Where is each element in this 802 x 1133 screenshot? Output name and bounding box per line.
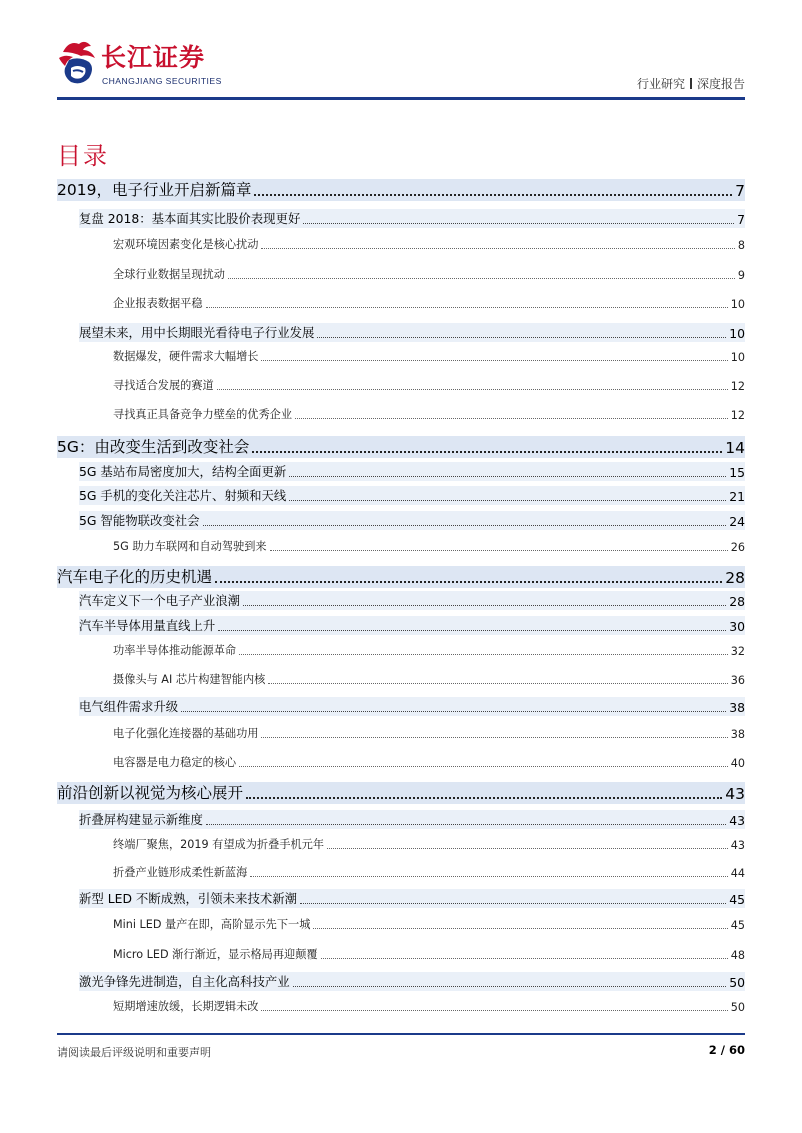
toc-entry-title: 摄像头与 AI 芯片构建智能内核 [113,673,266,686]
toc-entry-page: 45 [729,892,745,907]
toc-leader-dots [261,1009,727,1011]
toc-entry-title: 终端厂聚焦，2019 有望成为折叠手机元年 [113,838,325,851]
toc-leader-dots [203,524,727,526]
toc-entry-level-2[interactable] [79,463,745,480]
toc-entry-level-2[interactable] [79,487,745,504]
toc-entry-title: 数据爆发，硬件需求大幅增长 [113,350,259,363]
toc-entry-page: 24 [729,514,745,529]
toc-entry-page: 21 [729,489,745,504]
toc-leader-dots [327,847,728,849]
toc-entry-level-3[interactable] [113,406,745,422]
toc-entry-level-3[interactable] [113,266,745,282]
toc-entry-title: 汽车电子化的历史机遇 [57,568,213,586]
toc-leader-dots [243,604,726,606]
toc-entry-page: 10 [730,351,745,364]
toc-entry-title: 2019，电子行业开启新篇章 [57,181,252,199]
toc-leader-dots [300,902,726,904]
toc-entry-page: 15 [729,465,745,480]
toc-leader-dots [317,336,726,338]
footer-disclaimer: 请阅读最后评级说明和重要声明 [57,1046,211,1059]
toc-leader-dots [239,653,728,655]
toc-entry-page: 43 [730,839,745,852]
toc-entry-level-3[interactable] [113,836,745,852]
toc-entry-title: 5G 助力车联网和自动驾驶到来 [113,540,267,553]
toc-entry-page: 43 [729,813,745,828]
toc-entry-page: 50 [729,975,745,990]
toc-entry-level-2[interactable] [79,811,745,828]
toc-leader-dots [239,765,728,767]
brand-name-en: CHANGJIANG SECURITIES [102,76,222,86]
toc-entry-page: 32 [730,645,745,658]
toc-entry-title: 前沿创新以视觉为核心展开 [57,784,244,802]
toc-entry-title: 汽车定义下一个电子产业浪潮 [79,593,241,608]
toc-entry-page: 40 [730,757,745,770]
toc-entry-level-2[interactable] [79,698,745,715]
company-logo [55,38,255,94]
toc-leader-dots [206,306,728,308]
footer-divider [57,1033,745,1035]
page-title: 目录 [57,142,109,170]
toc-entry-page: 38 [730,728,745,741]
toc-entry-level-3[interactable] [113,295,745,311]
toc-entry-level-2[interactable] [79,512,745,529]
toc-leader-dots [313,927,727,929]
toc-entry-title: Micro LED 渐行渐近，显示格局再迎颠覆 [113,948,318,961]
toc-entry-level-2[interactable] [79,617,745,634]
toc-entry-level-3[interactable] [113,538,745,554]
toc-entry-title: 折叠产业链形成柔性新蓝海 [113,866,248,879]
page-total: 60 [728,1043,745,1057]
toc-entry-level-2[interactable] [79,973,745,990]
toc-leader-dots [289,475,726,477]
toc-entry-level-3[interactable] [113,377,745,393]
page-current: 2 [708,1043,717,1057]
toc-leader-dots [246,796,722,799]
toc-entry-page: 7 [737,212,745,227]
toc-leader-dots [215,580,722,583]
toc-entry-title: 汽车半导体用量直线上升 [79,618,216,633]
toc-entry-level-1[interactable] [57,437,745,457]
toc-leader-dots [252,450,722,453]
toc-entry-title: 电子化强化连接器的基础功用 [113,727,259,740]
toc-entry-page: 14 [725,439,745,457]
toc-entry-title: 5G 手机的变化关注芯片、射频和天线 [79,488,287,503]
page-separator: / [716,1043,729,1057]
toc-entry-page: 10 [730,298,745,311]
toc-entry-title: 企业报表数据平稳 [113,297,203,310]
toc-entry-title: 激光争锋先进制造，自主化高科技产业 [79,974,290,989]
toc-entry-level-1[interactable] [57,180,745,200]
brand-name-cn: 长江证券 [101,43,206,72]
toc-entry-page: 12 [730,380,745,393]
toc-entry-level-2[interactable] [79,210,745,227]
toc-entry-page: 44 [730,867,745,880]
toc-entry-level-3[interactable] [113,348,745,364]
toc-entry-page: 26 [730,541,745,554]
toc-entry-page: 48 [730,949,745,962]
toc-entry-level-3[interactable] [113,916,745,932]
toc-entry-level-1[interactable] [57,567,745,587]
toc-leader-dots [250,875,727,877]
toc-leader-dots [270,549,728,551]
toc-entry-level-2[interactable] [79,324,745,341]
toc-entry-page: 12 [730,409,745,422]
toc-entry-page: 28 [725,569,745,587]
toc-entry-level-3[interactable] [113,642,745,658]
toc-entry-title: 展望未来，用中长期眼光看待电子行业发展 [79,325,315,340]
toc-entry-page: 50 [730,1001,745,1014]
toc-entry-page: 7 [735,182,745,200]
toc-entry-page: 30 [729,619,745,634]
toc-leader-dots [321,957,728,959]
toc-leader-dots [261,736,727,738]
toc-leader-dots [268,682,727,684]
toc-entry-title: 电气组件需求升级 [79,699,179,714]
toc-entry-title: 5G：由改变生活到改变社会 [57,438,250,456]
toc-entry-title: 折叠屏构建显示新维度 [79,812,203,827]
toc-entry-title: Mini LED 量产在即，高阶显示先下一城 [113,918,311,931]
toc-entry-title: 短期增速放缓，长期逻辑未改 [113,1000,259,1013]
toc-leader-dots [206,823,726,825]
toc-entry-level-2[interactable] [79,592,745,609]
toc-entry-title: 电容器是电力稳定的核心 [113,756,237,769]
toc-leader-dots [181,710,726,712]
toc-entry-level-3[interactable] [113,864,745,880]
toc-leader-dots [261,359,727,361]
toc-entry-level-3[interactable] [113,998,745,1014]
toc-leader-dots [289,499,726,501]
toc-entry-level-3[interactable] [113,946,745,962]
toc-leader-dots [217,388,728,390]
header-divider [57,97,745,100]
toc-entry-title: 新型 LED 不断成熟，引领未来技术新潮 [79,891,298,906]
toc-entry-level-3[interactable] [113,236,745,252]
toc-leader-dots [295,417,728,419]
toc-entry-page: 38 [729,700,745,715]
toc-leader-dots [218,629,726,631]
toc-entry-page: 45 [730,919,745,932]
toc-entry-title: 寻找适合发展的赛道 [113,379,214,392]
toc-entry-page: 43 [725,785,745,803]
toc-entry-title: 5G 智能物联改变社会 [79,513,200,528]
toc-entry-title: 全球行业数据呈现扰动 [113,268,225,281]
category-label: 行业研究 [636,77,685,91]
toc-entry-page: 36 [730,674,745,687]
toc-entry-level-3[interactable] [113,671,745,687]
report-category [637,75,745,92]
changjiang-logo-icon [55,38,99,90]
toc-entry-title: 功率半导体推动能源革命 [113,644,237,657]
toc-entry-page: 9 [737,269,745,282]
toc-entry-page: 8 [737,239,745,252]
toc-entry-page: 10 [729,326,745,341]
page-number [709,1043,745,1057]
toc-entry-level-3[interactable] [113,754,745,770]
toc-entry-level-1[interactable] [57,783,745,803]
category-divider [690,78,692,89]
toc-entry-level-2[interactable] [79,890,745,907]
toc-leader-dots [303,222,734,224]
toc-leader-dots [254,193,732,196]
toc-entry-title: 宏观环境因素变化是核心扰动 [113,238,259,251]
toc-entry-title: 复盘 2018：基本面其实比股价表现更好 [79,211,301,226]
report-type-label: 深度报告 [696,77,745,91]
toc-leader-dots [261,247,734,249]
toc-leader-dots [228,277,735,279]
toc-entry-title: 5G 基站布局密度加大，结构全面更新 [79,464,287,479]
toc-entry-page: 28 [729,594,745,609]
toc-entry-title: 寻找真正具备竞争力壁垒的优秀企业 [113,408,293,421]
toc-entry-level-3[interactable] [113,725,745,741]
toc-leader-dots [293,985,727,987]
